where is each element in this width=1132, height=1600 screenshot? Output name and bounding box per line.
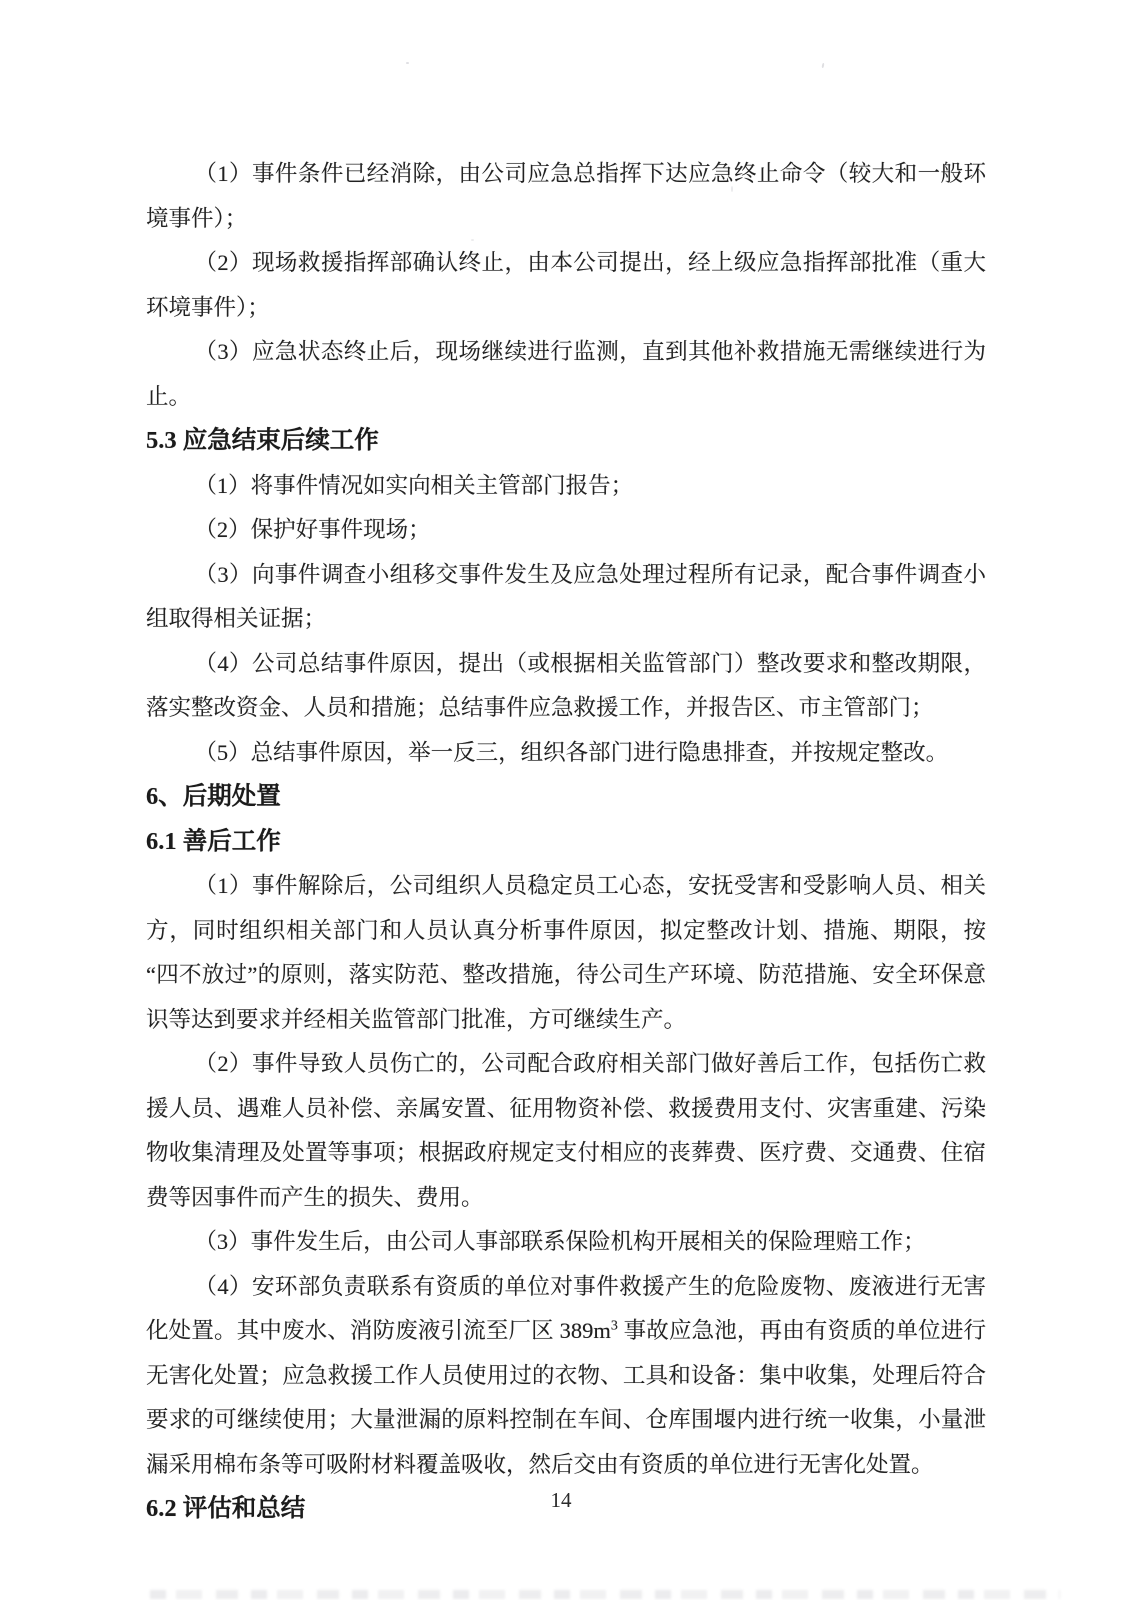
paragraph-5-3-item-2: （2）保护好事件现场； [194, 517, 431, 542]
scan-artifact-bottom [150, 1590, 1060, 1599]
paragraph-5-3-item-4: （4）公司总结事件原因，提出（或根据相关监管部门）整改要求和整改期限，落实整改资金、人员和措施；总结事件应急救援工作，并报告区、市主管部门； [146, 650, 986, 720]
paragraph-6-1-item-1: （1）事件解除后，公司组织人员稳定员工心态，安抚受害和受影响人员、相关方，同时组织相关部门和人员认真分析事件原因，拟定整改计划、措施、期限，按“四不放过”的原则，落实防范、整改措施，待公司生产环境、防范措施、安全环保意识等达到要求并经相关监管部门批准，方可继续生产。 [146, 873, 986, 1032]
page-number: 14 [550, 1488, 572, 1512]
scan-speck [406, 62, 409, 64]
page-body [146, 152, 986, 1532]
paragraph-5-3-item-5: （5）总结事件原因，举一反三，组织各部门进行隐患排查，并按规定整改。 [194, 739, 949, 765]
section-heading-5-3: 5.3 应急结束后续工作 [146, 427, 379, 454]
paragraph-5-3-item-3: （3）向事件调查小组移交事件发生及应急处理过程所有记录，配合事件调查小组取得相关证据； [146, 561, 986, 631]
page-footer [0, 1488, 1122, 1513]
paragraph-termination-3: （3）应急状态终止后，现场继续进行监测，直到其他补救措施无需继续进行为止。 [146, 339, 986, 409]
paragraph-6-1-item-2: （2）事件导致人员伤亡的，公司配合政府相关部门做好善后工作，包括伤亡救援人员、遇难人员补偿、亲属安置、征用物资补偿、救援费用支付、灾害重建、污染物收集清理及处置等事项；根据政府规定支付相应的丧葬费、医疗费、交通费、住宿费等因事件而产生的损失、费用。 [146, 1051, 986, 1210]
paragraph-6-1-item-4-text: （4）安环部负责联系有资质的单位对事件救援产生的危险废物、废液进行无害化处置。其中废水、消防废液引流至厂区 389m [146, 1273, 986, 1343]
paragraph-6-1-item-4-text: 事故应急池，再由有资质的单位进行无害化处置；应急救援工作人员使用过的衣物、工具和设备：集中收集，处理后符合要求的可继续使用；大量泄漏的原料控制在车间、仓库围堰内进行统一收集，小量泄漏采用棉布条等可吸附材料覆盖吸收，然后交由有资质的单位进行无害化处置。 [146, 1318, 986, 1477]
paragraph-termination-2: （2）现场救援指挥部确认终止，由本公司提出，经上级应急指挥部批准（重大环境事件）； [146, 250, 986, 320]
paragraph-5-3-item-1: （1）将事件情况如实向相关主管部门报告； [194, 472, 634, 498]
section-heading-6-2: 6.2 评估和总结 [146, 1495, 306, 1522]
paragraph-termination-1: （1）事件条件已经消除，由公司应急总指挥下达应急终止命令（较大和一般环境事件）； [146, 161, 986, 231]
scan-speck [822, 63, 825, 68]
section-heading-6-1: 6.1 善后工作 [146, 827, 281, 855]
paragraph-6-1-item-3: （3）事件发生后，由公司人事部联系保险机构开展相关的保险理赔工作； [194, 1229, 926, 1254]
paragraph-6-1-item-4 [146, 1265, 986, 1488]
section-heading-6: 6、后期处置 [146, 783, 281, 810]
cubic-meter-superscript: 3 [610, 1318, 618, 1334]
